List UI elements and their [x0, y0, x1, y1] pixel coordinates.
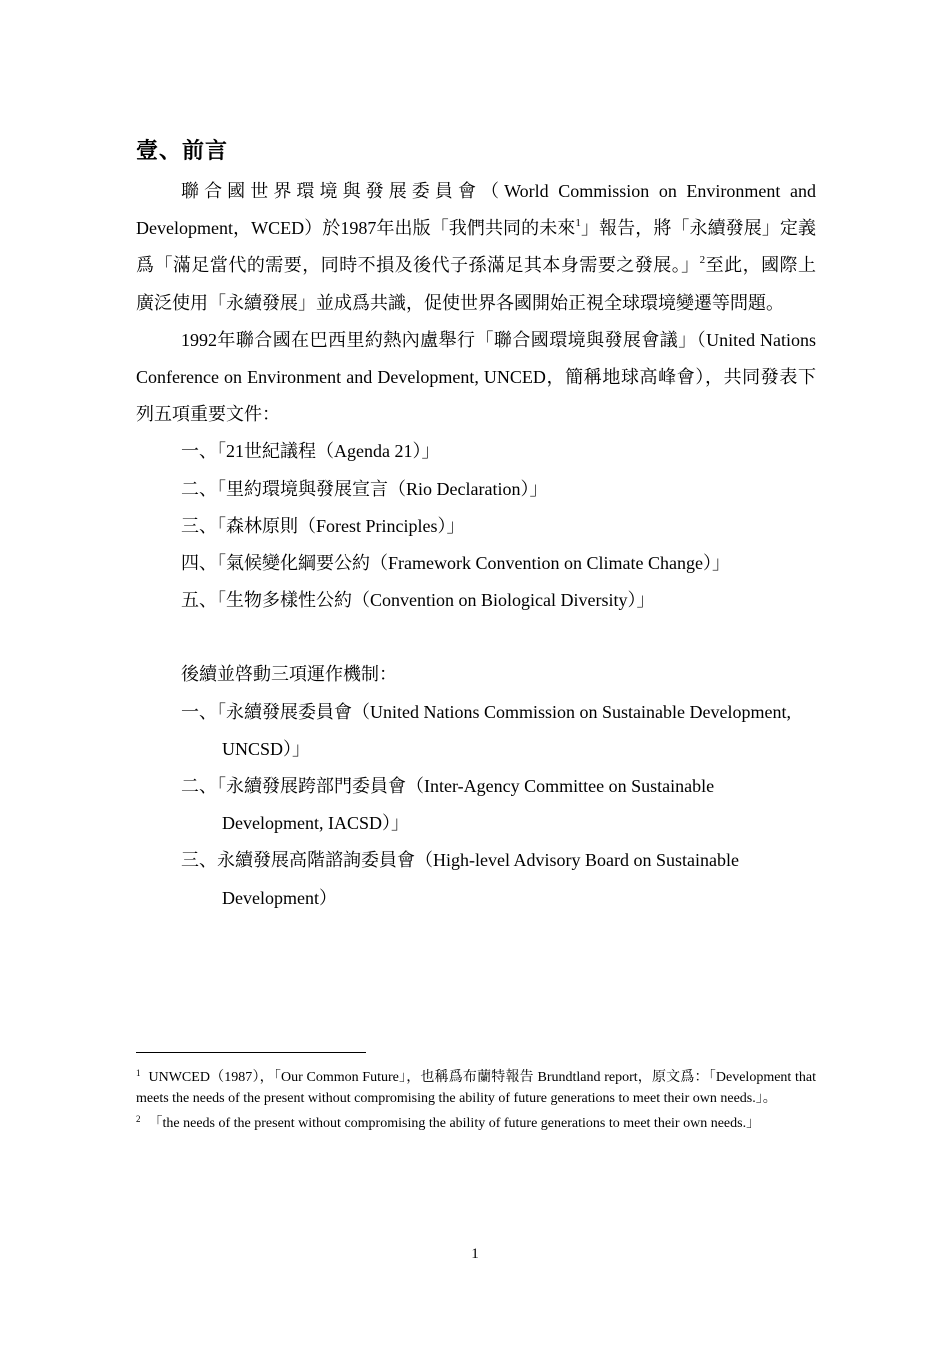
footnote-ref-1: 1 [575, 217, 581, 230]
footnote-separator [136, 1052, 366, 1053]
paragraph-wced-part-a: 聯合國世界環境與發展委員會（World Commission on Environment and Development，WCED）於1987年出版「我們共同的未來 [136, 181, 816, 239]
footnote-ref-2: 2 [699, 254, 706, 267]
footnote-2 [136, 1109, 816, 1135]
list-item: 三、永續發展高階諮詢委員會（High-level Advisory Board on Sustainable Development） [181, 850, 739, 908]
list-item: 二、「里約環境與發展宣言（Rio Declaration）」 [181, 478, 548, 499]
footnote-mark: 1 [136, 1068, 141, 1078]
page-number: 1 [471, 1246, 479, 1262]
footnote-text: UNWCED（1987），「Our Common Future」，也稱爲布蘭特報告 Brundtland report，原文爲：「Development that meets the needs of the present without compromising the ability of future generations to meet their own needs.」。 [136, 1070, 816, 1106]
paragraph-wced [136, 173, 816, 322]
paragraph-wced-part-b: 」報告，將「永續發展」定義爲「滿足當代的需要，同時不損及後代子孫滿足其本身需要之發展。」 [136, 218, 817, 276]
section-heading: 壹、前言 [136, 138, 229, 164]
list-item: 三、「森林原則（Forest Principles）」 [181, 515, 465, 536]
footnote-text: 「the needs of the present without compromising the ability of future generations to meet their own needs.」 [148, 1116, 761, 1131]
paragraph-wced-part-c: 至此，國際上廣泛使用「永續發展」並成爲共識，促使世界各國開始正視全球環境變遷等問題。 [136, 255, 817, 313]
body-text [136, 173, 816, 917]
footnote-1 [136, 1063, 816, 1109]
paragraph-unced: 1992年聯合國在巴西里約熱內盧舉行「聯合國環境與發展會議」（United Nations Conference on Environment and Development, UNCED，簡稱地球高峰會），共同發表下列五項重要文件： [136, 329, 816, 425]
list-item: 四、「氣候變化綱要公約（Framework Convention on Climate Change）」 [181, 553, 730, 574]
list-item: 一、「永續發展委員會（United Nations Commission on Sustainable Development, UNCSD）」 [181, 701, 791, 759]
footnote-mark: 2 [136, 1114, 141, 1124]
mechanisms-intro: 後續並啓動三項運作機制： [181, 664, 397, 685]
list-item: 二、「永續發展跨部門委員會（Inter-Agency Committee on Sustainable Development, IACSD）」 [181, 776, 715, 834]
list-item: 五、「生物多樣性公約（Convention on Biological Diversity）」 [181, 590, 655, 611]
footnotes [136, 1063, 816, 1135]
mechanism-list [136, 694, 816, 917]
spacer [136, 619, 816, 656]
list-item: 一、「21世紀議程（Agenda 21）」 [181, 441, 440, 462]
document-list [136, 433, 816, 619]
